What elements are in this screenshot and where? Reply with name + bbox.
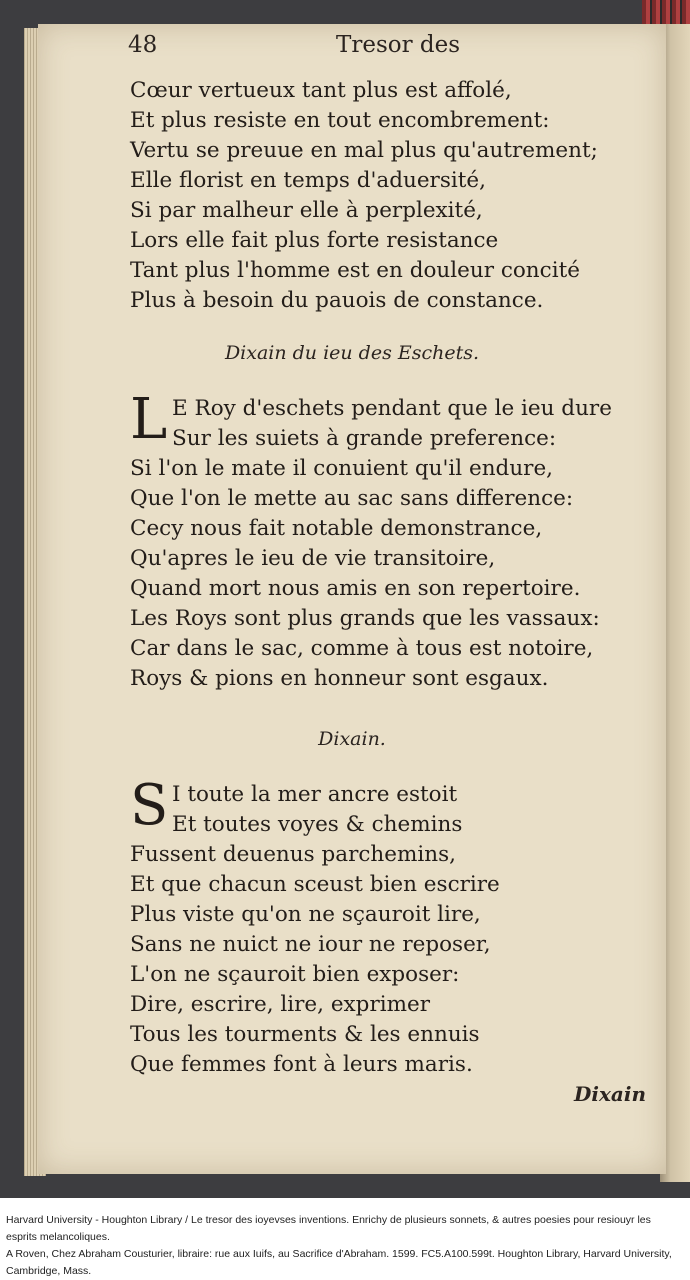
verse-line: Lors elle fait plus forte resistance [130, 228, 499, 253]
verse-line: Cœur vertueux tant plus est affolé, [130, 78, 512, 103]
verse-line: Qu'apres le ieu de vie transitoire, [130, 546, 496, 571]
verse-line: Tous les tourments & les ennuis [130, 1022, 480, 1047]
drop-cap-s: S [130, 773, 169, 838]
caption-line-1: Harvard University - Houghton Library / Le tresor des ioyevses inventions. Enrichy de plusieurs sonnets, & autres poesies pour resiouyr les esprits melancoliques. [6, 1214, 651, 1243]
verse-line: Que l'on le mette au sac sans difference: [130, 486, 574, 511]
verse-line: Quand mort nous amis en son repertoire. [130, 576, 581, 601]
verse-line: E Roy d'eschets pendant que le ieu dure [172, 396, 612, 421]
page-number: 48 [128, 32, 158, 58]
verse-line: Les Roys sont plus grands que les vassaux: [130, 606, 600, 631]
verse-line: Et que chacun sceust bien escrire [130, 872, 500, 897]
verse-line: Fussent deuenus parchemins, [130, 842, 456, 867]
verse-line: Dire, escrire, lire, exprimer [130, 992, 430, 1017]
verse-line: Plus à besoin du pauois de constance. [130, 288, 544, 313]
verse-line: Roys & pions en honneur sont esgaux. [130, 666, 549, 691]
image-caption [6, 1212, 682, 1280]
poem-title-eschets: Dixain du ieu des Eschets. [224, 342, 480, 364]
verse-line: Et toutes voyes & chemins [172, 812, 463, 837]
verse-line: Que femmes font à leurs maris. [130, 1052, 473, 1077]
caption-line-2: A Roven, Chez Abraham Cousturier, libraire: rue aux Iuifs, au Sacrifice d'Abraham. 1599. FC5.A100.599t. Houghton Library, Harvard University, Cambridge, Mass. [6, 1248, 672, 1277]
verse-line: Elle florist en temps d'aduersité, [130, 168, 486, 193]
verse-line: Si par malheur elle à perplexité, [130, 198, 483, 223]
verse-line: Cecy nous fait notable demonstrance, [130, 516, 543, 541]
verse-line: Sur les suiets à grande preference: [172, 426, 557, 451]
verse-line: L'on ne sçauroit bien exposer: [130, 962, 460, 987]
verse-line: Car dans le sac, comme à tous est notoire, [130, 636, 594, 661]
poem-dixain [130, 773, 500, 1080]
poem-eschets [130, 387, 612, 694]
poem-top [130, 76, 598, 316]
verse-line: Et plus resiste en tout encombrement: [130, 108, 550, 133]
verse-line: I toute la mer ancre estoit [172, 782, 458, 807]
verse-line: Sans ne nuict ne iour ne reposer, [130, 932, 491, 957]
book-clip [642, 0, 690, 24]
verse-line: Si l'on le mate il conuient qu'il endure, [130, 456, 553, 481]
catchword: Dixain [574, 1082, 646, 1106]
book-page [38, 24, 666, 1174]
verse-line: Vertu se preuue en mal plus qu'autrement; [130, 138, 598, 163]
poem-title-dixain: Dixain. [318, 728, 386, 750]
verse-line: Tant plus l'homme est en douleur concité [130, 258, 580, 283]
verse-line: Plus viste qu'on ne sçauroit lire, [130, 902, 481, 927]
running-title: Tresor des [336, 32, 461, 58]
drop-cap-l: L [130, 387, 168, 452]
